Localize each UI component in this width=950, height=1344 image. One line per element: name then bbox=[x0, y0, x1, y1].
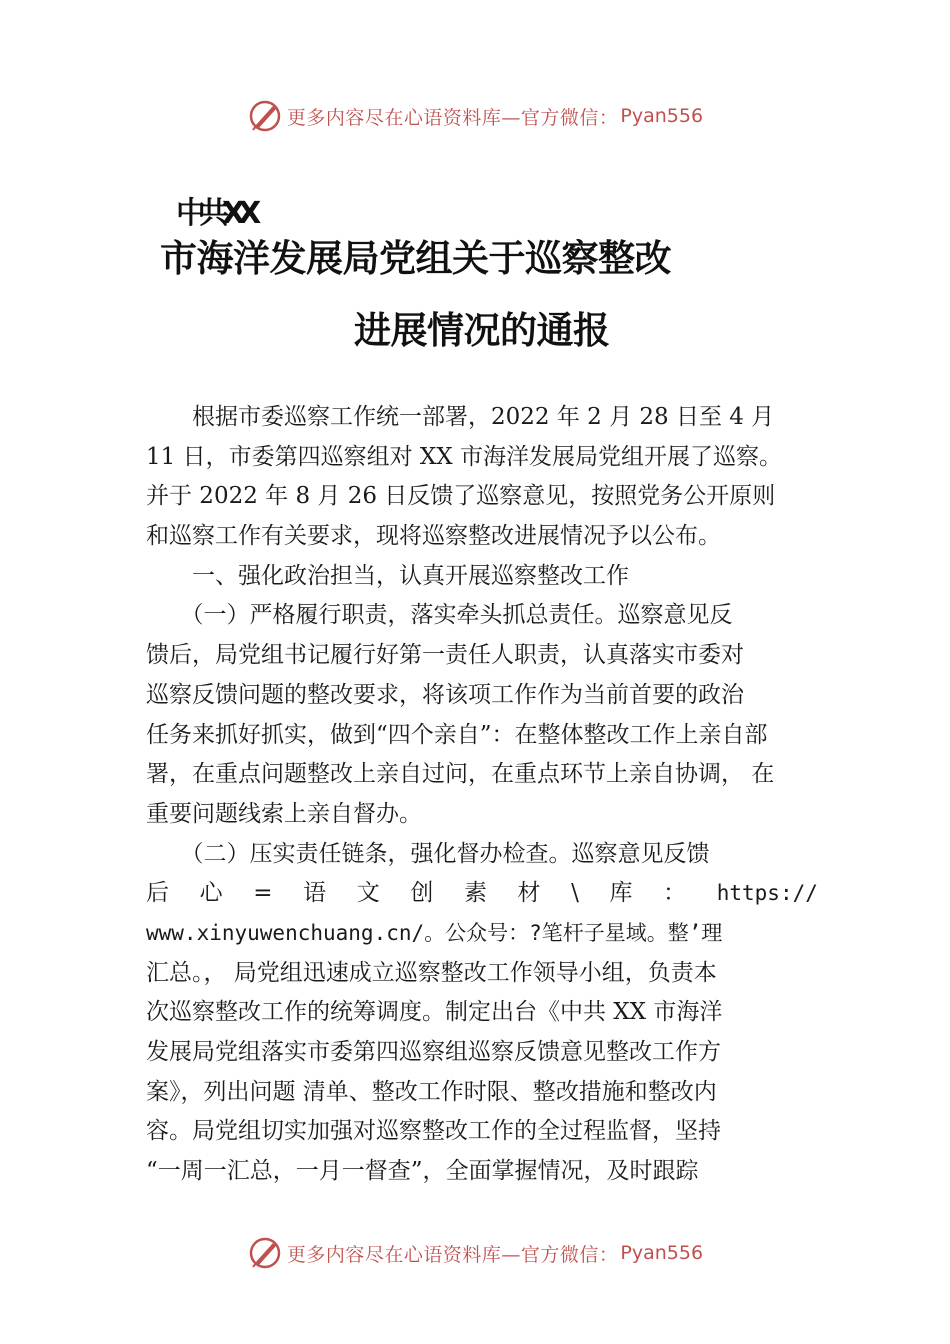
spaced-word: 心 bbox=[199, 880, 223, 907]
body-line: “一周一汇总，一月一督查”，全面掌握情况，及时跟踪 bbox=[146, 1158, 699, 1185]
url-line-text: www.xinyuwenchuang.cn/。公众号：?笔杆子星域。整’理 bbox=[146, 920, 723, 945]
body-line: 容。局党组切实加强对巡察整改工作的全过程监督，坚持 bbox=[146, 1118, 721, 1145]
body-line: 巡察反馈问题的整改要求，将该项工作作为当前首要的政治 bbox=[146, 681, 744, 708]
body-line: （二）压实责任链条，强化督办检查。巡察意见反馈 bbox=[146, 840, 710, 867]
body-line: 汇总。， 局党组迅速成立巡察整改工作领导小组，负责本 bbox=[146, 959, 717, 986]
body-line: 重要问题线索上亲自督办。 bbox=[146, 800, 422, 827]
header-banner bbox=[0, 96, 950, 136]
spaced-word: ： bbox=[663, 880, 687, 907]
body-line: 一、强化政治担当，认真开展巡察整改工作 bbox=[146, 562, 629, 589]
spaced-word-url: https:// bbox=[716, 881, 818, 906]
banner-text: 更多内容尽在心语资料库—官方微信： bbox=[286, 106, 619, 129]
body-line: 和巡察工作有关要求，现将巡察整改进展情况予以公布。 bbox=[146, 523, 721, 550]
brush-logo-icon bbox=[247, 1235, 283, 1271]
spaced-word: 库 bbox=[609, 880, 633, 907]
spaced-word: 文 bbox=[356, 880, 380, 907]
spaced-word: 素 bbox=[463, 880, 487, 907]
spaced-word: = bbox=[253, 880, 273, 907]
brush-logo-icon bbox=[247, 98, 283, 134]
body-line: 任务来抓好抓实，做到“四个亲自”：在整体整改工作上亲自部 bbox=[146, 721, 768, 748]
spaced-word: 材 bbox=[517, 880, 541, 907]
document-mark: 中共XX bbox=[176, 196, 255, 231]
banner-wechat-id: Pyan556 bbox=[620, 105, 704, 127]
body-line: 发展局党组落实市委第四巡察组巡察反馈意见整改工作方 bbox=[146, 1039, 721, 1065]
spaced-watermark-line bbox=[146, 874, 818, 914]
spaced-word: 后 bbox=[146, 880, 169, 907]
body-line: （一）严格履行职责，落实牵头抓总责任。巡察意见反 bbox=[146, 602, 733, 629]
banner-wechat-id: Pyan556 bbox=[620, 1242, 704, 1264]
body-line: 馈后，局党组书记履行好第一责任人职责，认真落实市委对 bbox=[146, 642, 744, 669]
footer-banner bbox=[0, 1233, 950, 1273]
body-line: 署，在重点问题整改上亲自过问，在重点环节上亲自协调， 在 bbox=[146, 761, 775, 788]
body-line: 根据市委巡察工作统一部署，2022 年 2 月 28 日至 4 月 bbox=[146, 404, 775, 430]
document-title-line-1: 市海洋发展局党组关于巡察整改 bbox=[160, 236, 671, 280]
body-line: 案》，列出问题 清单、整改工作时限、整改措施和整改内 bbox=[146, 1078, 717, 1105]
url-line bbox=[146, 914, 818, 954]
banner-text: 更多内容尽在心语资料库—官方微信： bbox=[286, 1243, 619, 1266]
spaced-word: \ bbox=[571, 880, 579, 907]
body-line: 11 日，市委第四巡察组对 XX 市海洋发展局党组开展了巡察。 bbox=[146, 443, 782, 470]
body-line: 并于 2022 年 8 月 26 日反馈了巡察意见，按照党务公开原则 bbox=[146, 483, 776, 510]
spaced-word: 语 bbox=[303, 880, 327, 907]
document-title-line-2: 进展情况的通报 bbox=[354, 308, 610, 352]
spaced-word: 创 bbox=[410, 880, 434, 907]
body-line: 次巡察整改工作的统筹调度。制定出台《中共 XX 市海洋 bbox=[146, 999, 723, 1026]
document-body bbox=[146, 398, 818, 1192]
